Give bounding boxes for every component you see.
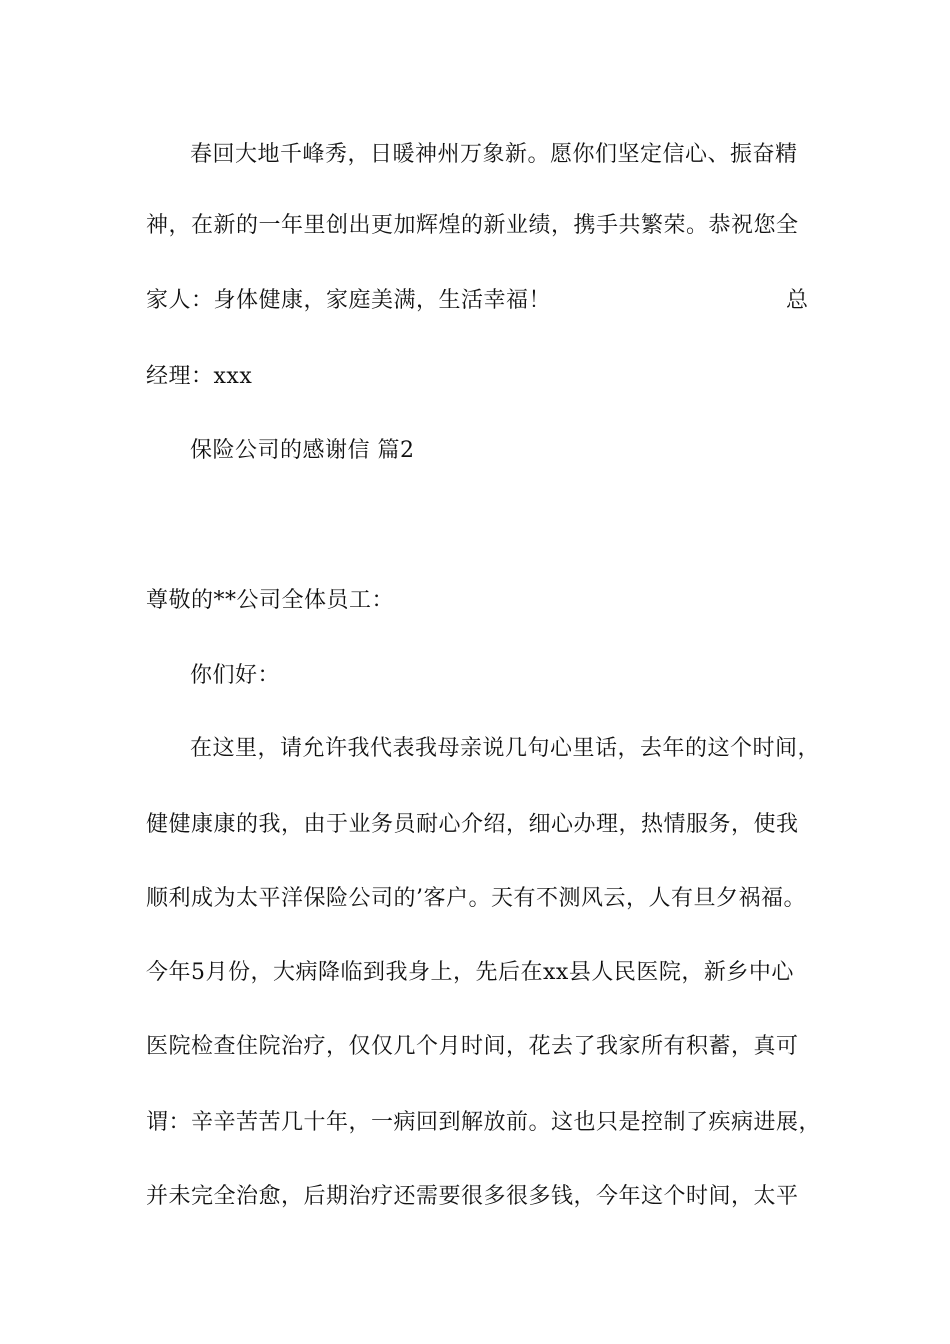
paragraph-line: 家人：身体健康，家庭美满，生活幸福！ (146, 288, 552, 313)
section-title: 保险公司的感谢信 篇2 (190, 438, 415, 463)
salutation: 尊敬的**公司全体员工： (146, 588, 395, 613)
greeting: 你们好： (190, 663, 281, 688)
paragraph-line: 在这里，请允许我代表我母亲说几句心里话，去年的这个时间， (190, 736, 821, 761)
paragraph-line: 春回大地千峰秀，日暖神州万象新。愿你们坚定信心、振奋精 (190, 142, 798, 167)
paragraph-line: 谓：辛辛苦苦几十年，一病回到解放前。这也只是控制了疾病进展， (146, 1110, 822, 1135)
paragraph-line: 健健康康的我，由于业务员耐心介绍，细心办理，热情服务，使我 (146, 812, 799, 837)
paragraph-line: 医院检查住院治疗，仅仅几个月时间，花去了我家所有积蓄，真可 (146, 1034, 799, 1059)
paragraph-line: 并未完全治愈，后期治疗还需要很多很多钱，今年这个时间，太平 (146, 1184, 799, 1209)
paragraph-line: 今年5月份，大病降临到我身上，先后在xx县人民医院，新乡中心 (146, 960, 794, 985)
paragraph-line: 顺利成为太平洋保险公司的’客户。天有不测风云，人有旦夕祸福。 (146, 886, 806, 911)
signature-line: 经理：xxx (146, 364, 253, 389)
paragraph-line-end: 总 (786, 288, 809, 313)
paragraph-line: 神，在新的一年里创出更加辉煌的新业绩，携手共繁荣。恭祝您全 (146, 213, 799, 238)
